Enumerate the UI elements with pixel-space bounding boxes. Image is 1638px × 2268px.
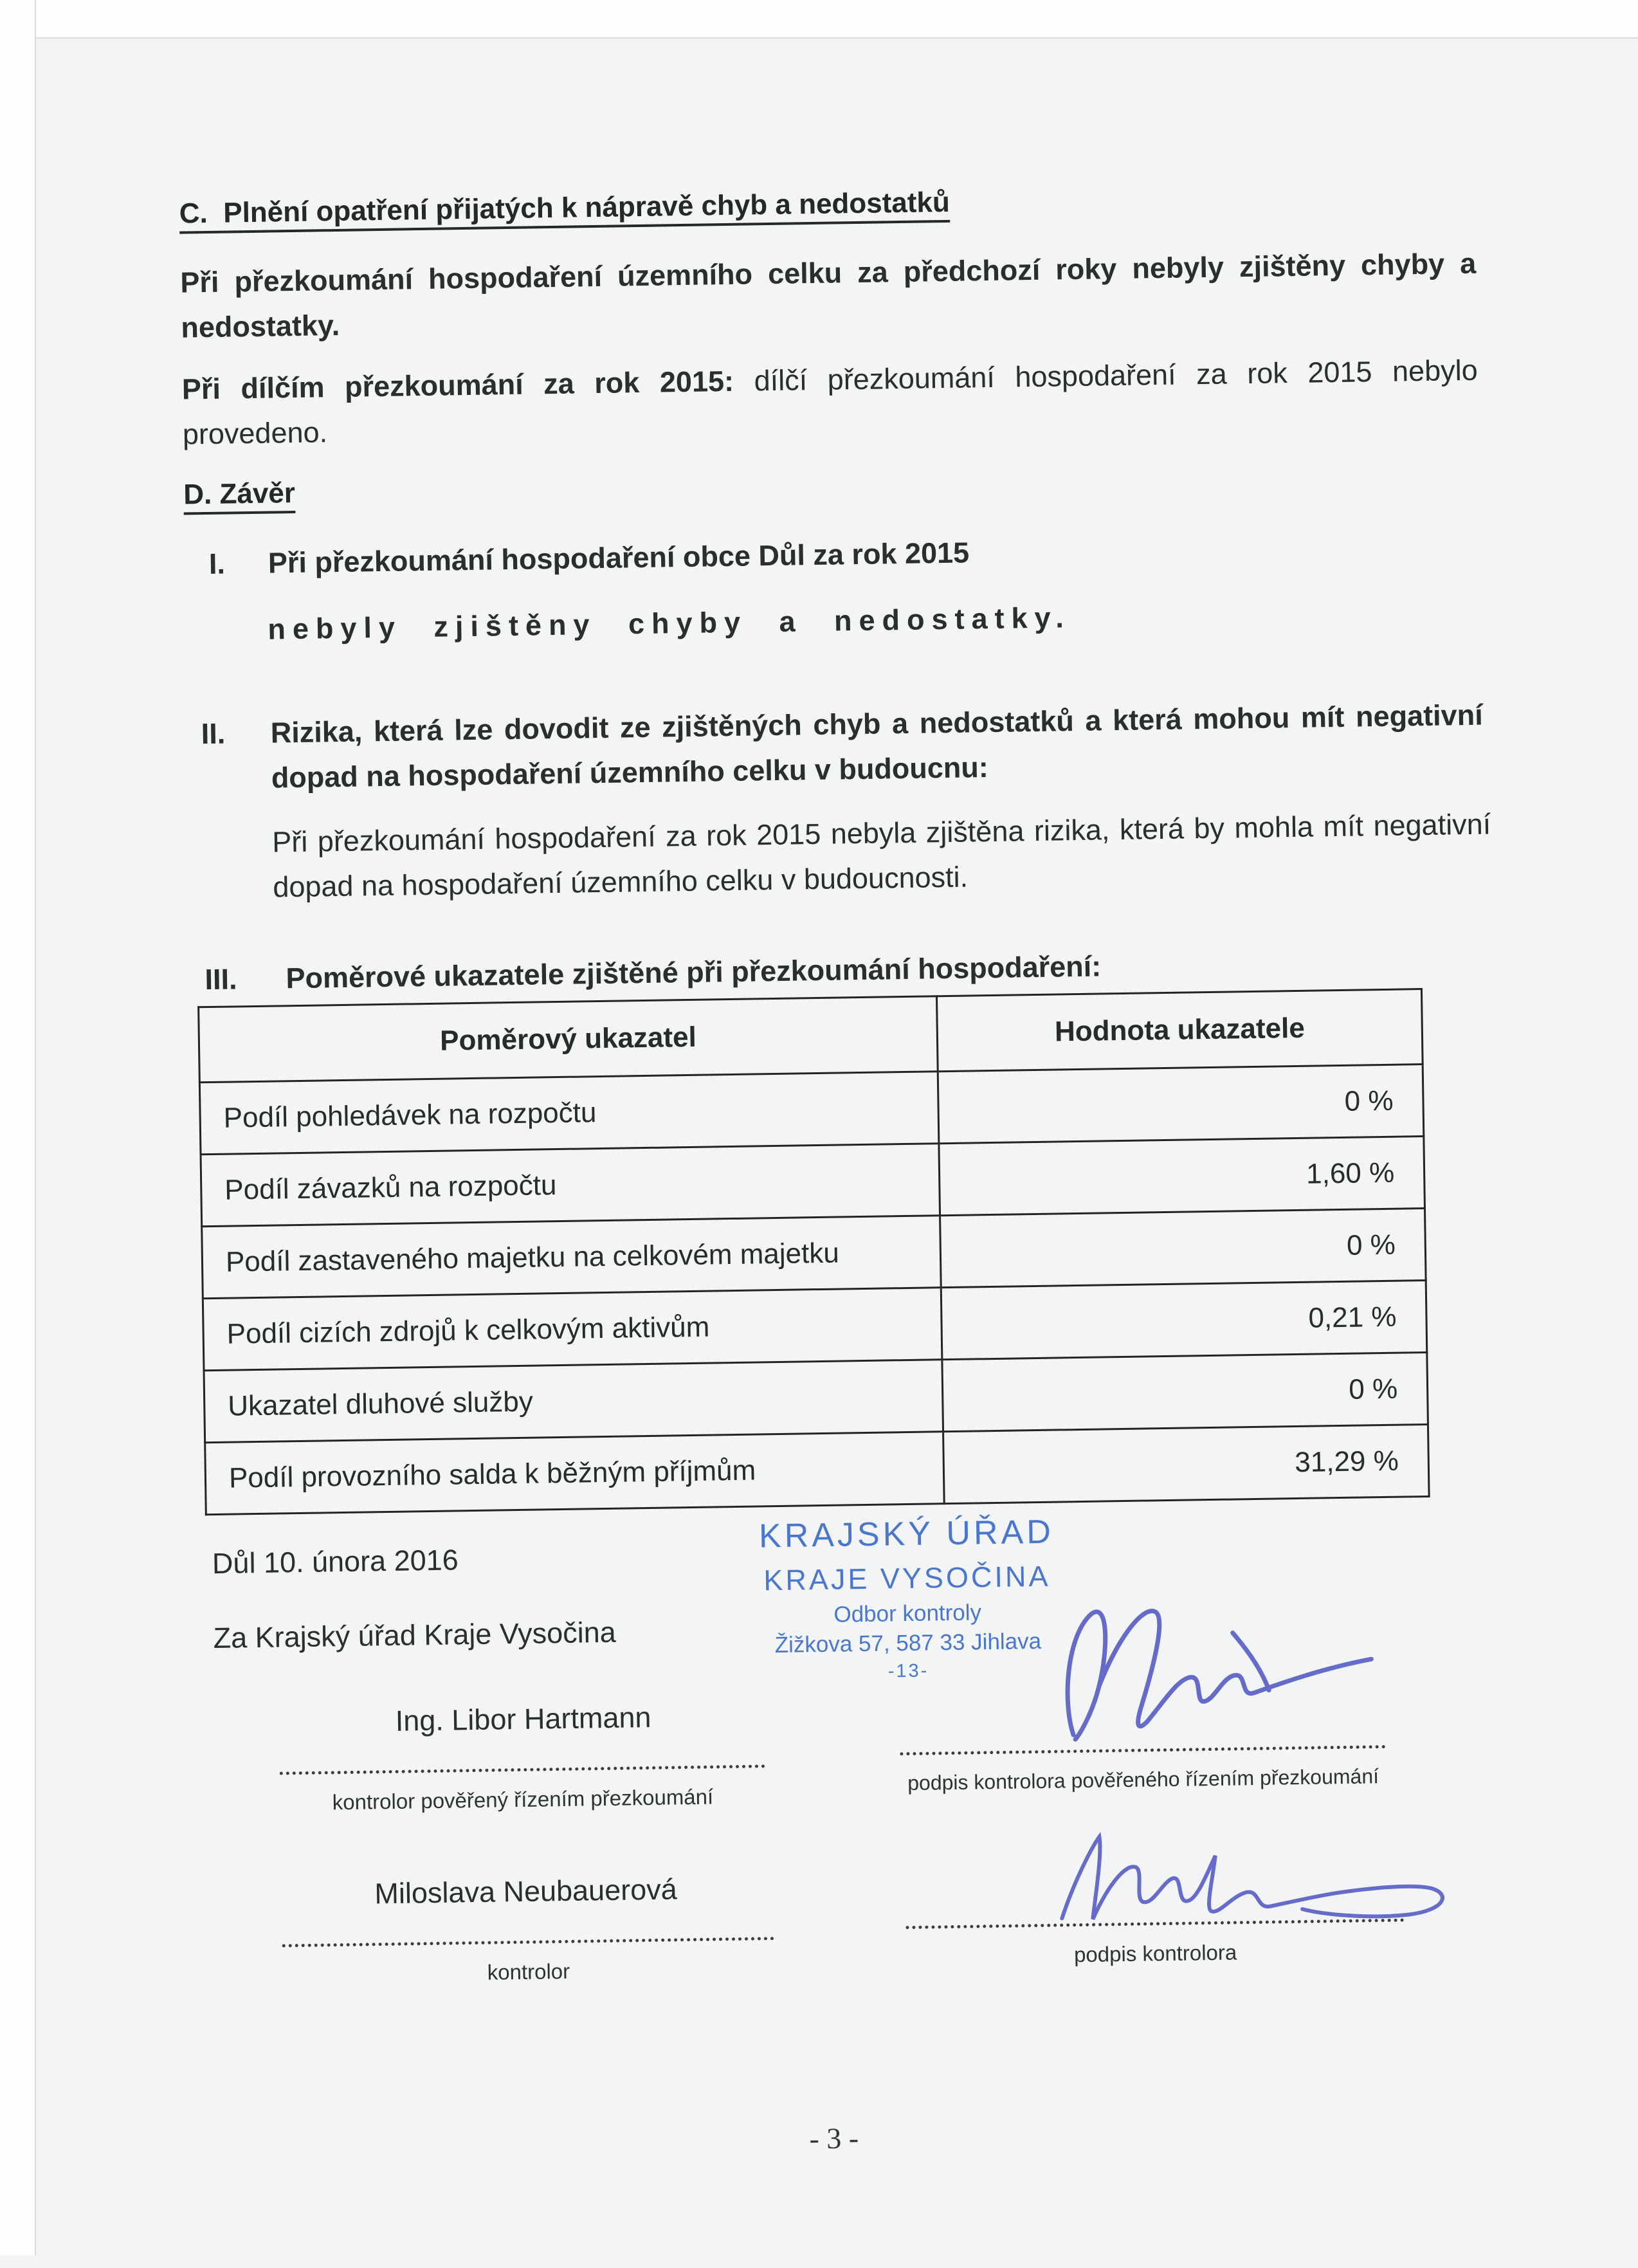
table-cell-label: Podíl závazků na rozpočtu [201, 1144, 940, 1227]
item-2-paragraph: Při přezkoumání hospodaření za rok 2015 nebyla zjištěna rizika, která by mohla mít negativní dopad na hospodaření územního celku v budoucnosti. [271, 807, 1491, 904]
stamp-authority-line: KRAJSKÝ ÚŘAD [758, 1513, 1055, 1555]
signatory-2-name: Miloslava Neubauerová [374, 1872, 678, 1910]
stamp-number-line: -13- [887, 1660, 929, 1682]
table-cell-label: Podíl zastaveného majetku na celkovém majetku [202, 1216, 942, 1299]
paragraph-2-rest: dílčí přezkoumání hospodaření za rok 2015 nebylo provedeno. [182, 353, 1479, 451]
item-2-numeral: II. [201, 717, 226, 751]
item-1-text: Při přezkoumání hospodaření obce Důl za rok 2015 [268, 536, 970, 580]
table-cell-value: 31,29 % [943, 1424, 1429, 1503]
table-cell-value: 0 % [940, 1209, 1426, 1288]
table-cell-label: Ukazatel dluhové služby [204, 1360, 943, 1443]
table-header-indicator: Poměrový ukazatel [199, 996, 938, 1083]
item-3-text: Poměrové ukazatele zjištěné při přezkoumání hospodaření: [286, 949, 1102, 995]
signature-2-caption: podpis kontrolora [1073, 1940, 1237, 1967]
item-2-text: Rizika, která lze dovodit ze zjištěných chyb a nedostatků a která mohou mít negativní dopad na hospodaření územního celku v budoucnu: [270, 698, 1483, 794]
paragraph-2-lead: Při dílčím přezkoumání za rok 2015: [181, 364, 734, 406]
official-stamp [726, 1508, 1089, 1687]
section-c-heading: C. Plnění opatření přijatých k nápravě chyb a nedostatků [179, 186, 951, 230]
signature-line [282, 1937, 774, 1947]
signature-line [280, 1764, 765, 1775]
table-header-value: Hodnota ukazatele [937, 989, 1423, 1072]
section-d-heading: D. Závěr [183, 477, 296, 511]
signature-hartmann [1036, 1592, 1398, 1751]
table-cell-label: Podíl pohledávek na rozpočtu [199, 1072, 939, 1155]
stamp-region-line: KRAJE VYSOČINA [763, 1559, 1051, 1597]
on-behalf-line: Za Krajský úřad Kraje Vysočina [213, 1615, 617, 1655]
signatory-1-role: kontrolor pověřený řízením přezkoumání [332, 1784, 714, 1815]
scan-edge-top [0, 0, 1638, 39]
section-c-paragraph-1: Při přezkoumání hospodaření územního celku za předchozí roky nebyly zjištěny chyby a nedostatky. [180, 246, 1477, 344]
table-cell-value: 0 % [942, 1353, 1428, 1432]
scan-edge-left [0, 0, 36, 2256]
table-cell-value: 1,60 % [939, 1137, 1424, 1216]
table-cell-value: 0 % [938, 1065, 1423, 1144]
page-number: - 3 - [809, 2121, 859, 2155]
ratio-indicators-table [197, 988, 1430, 1515]
table-cell-value: 0,21 % [941, 1281, 1426, 1360]
conclusion-result-line: nebyly zjištěny chyby a nedostatky. [268, 601, 1071, 646]
signature-1-caption: podpis kontrolora pověřeného řízením přezkoumání [907, 1764, 1379, 1795]
table-cell-label: Podíl cizích zdrojů k celkovým aktivům [203, 1288, 942, 1371]
item-1-numeral: I. [208, 547, 226, 580]
stamp-department-line: Odbor kontroly [833, 1600, 982, 1627]
signatory-2-role: kontrolor [487, 1959, 570, 1984]
item-3-numeral: III. [205, 962, 237, 996]
signature-neubauerova [1036, 1816, 1462, 1928]
section-c-paragraph-2 [181, 348, 1479, 457]
place-date: Důl 10. února 2016 [212, 1543, 459, 1580]
stamp-address-line: Žižkova 57, 587 33 Jihlava [774, 1628, 1042, 1658]
table-cell-label: Podíl provozního salda k běžným příjmům [205, 1432, 945, 1515]
signatory-1-name: Ing. Libor Hartmann [395, 1700, 651, 1737]
